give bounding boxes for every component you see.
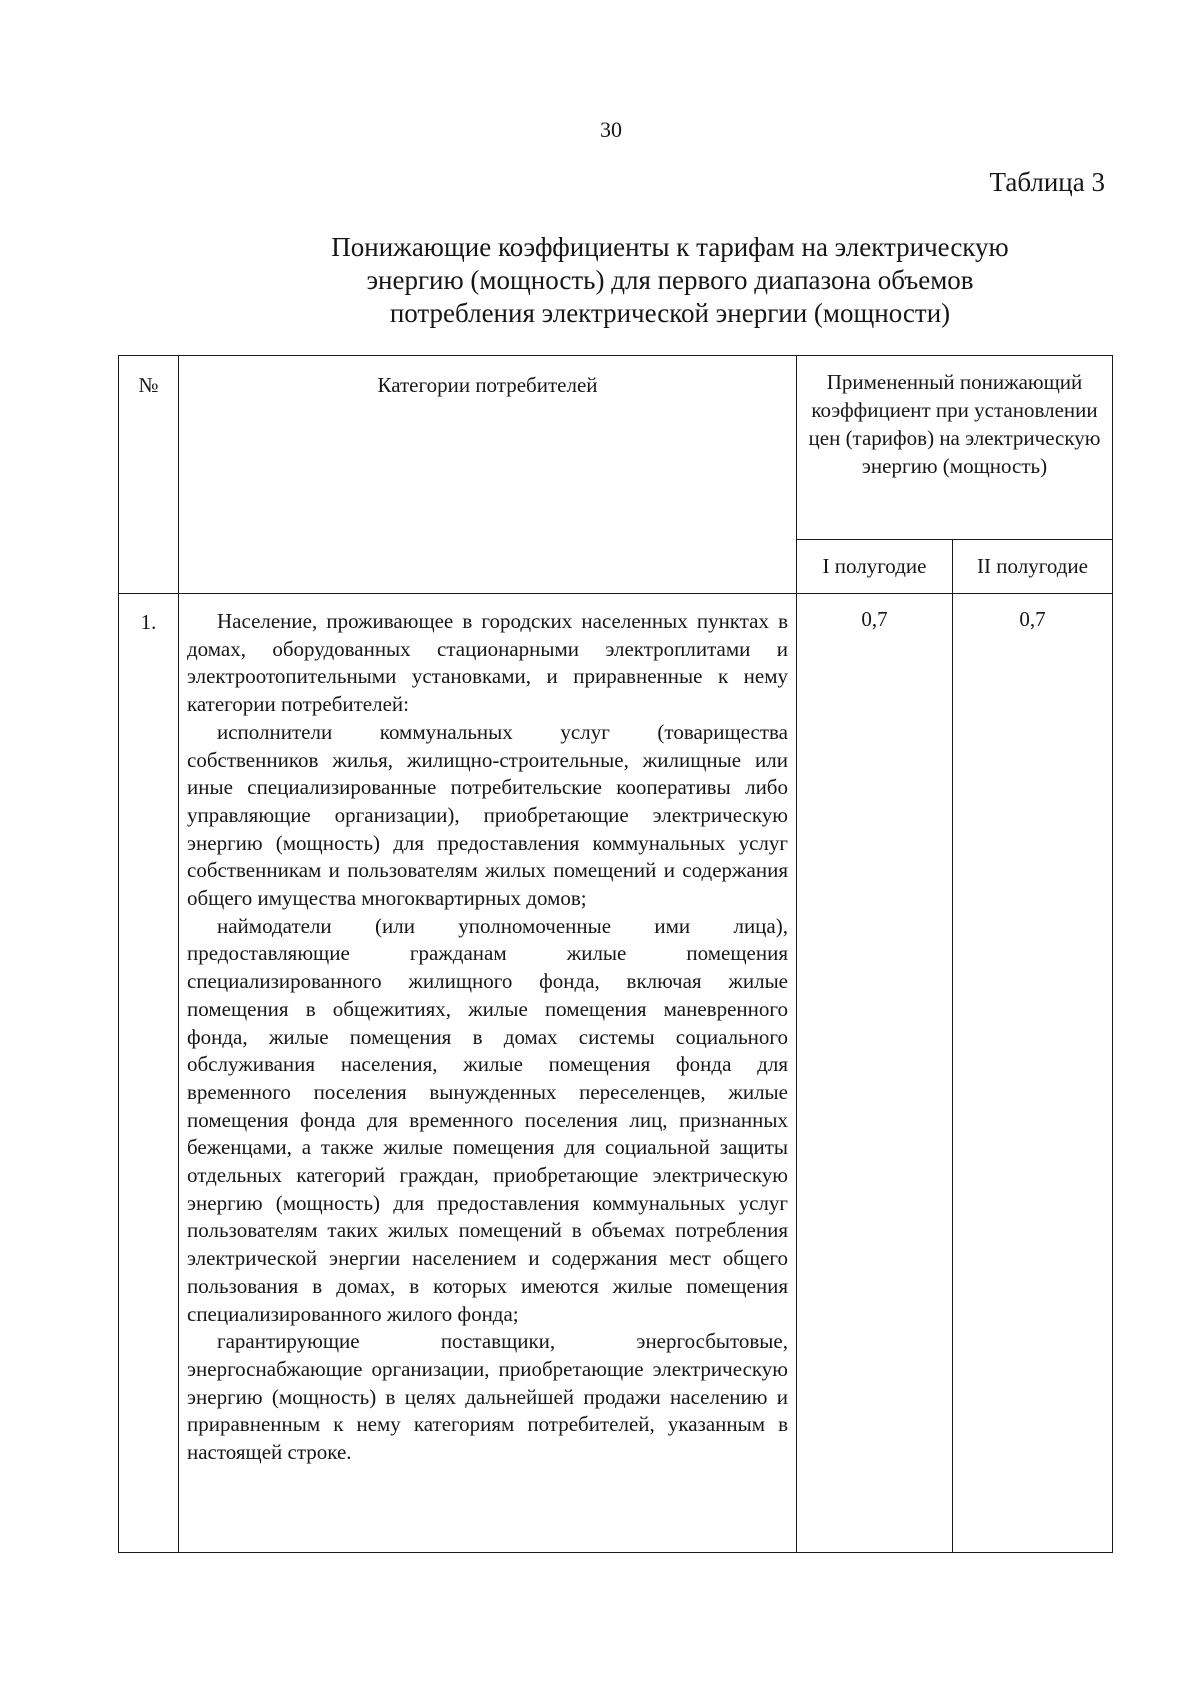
table-title-line: Понижающие коэффициенты к тарифам на электрическую — [331, 232, 1009, 262]
category-paragraph: гарантирующие поставщики, энергосбытовые, энергоснабжающие организации, приобретающие электрическую энергию (мощность) в целях дальнейшей продажи населению и приравненным к нему категориям потребителей, указанным в настоящей строке. — [187, 1329, 788, 1465]
header-half-year-1: I полугодие — [797, 539, 953, 593]
category-paragraph: наймодатели (или уполномоченные ими лица), предоставляющие гражданам жилые помещения специализированного жилищного фонда, включая жилые помещения в общежитиях, жилые помещения маневренного фонда, жилые помещения в домах системы социального обслуживания населения, жилые помещения фонда для временного поселения вынужденных переселенцев, жилые помещения фонда для временного поселения лиц, признанных беженцами, а также жилые помещения для социальной защиты отдельных категорий граждан, приобретающие электрическую энергию (мощность) для предоставления коммунальных услуг пользователям таких жилых помещений в объемах потребления электрической энергии населением и содержания мест общего пользования в домах, в которых имеются жилые помещения специализированного жилого фонда; — [187, 913, 788, 1326]
table-row — [119, 594, 1113, 1553]
table-title — [160, 231, 1180, 330]
table-title-line: потребления электрической энергии (мощности) — [389, 298, 951, 328]
table-header-row — [119, 356, 1113, 540]
table-title-line: энергию (мощность) для первого диапазона объемов — [366, 265, 974, 295]
table-label: Таблица 3 — [989, 167, 1105, 197]
page-number: 30 — [600, 117, 622, 142]
row-number: 1. — [119, 594, 179, 1553]
category-paragraph: исполнители коммунальных услуг (товарищества собственников жилья, жилищно-строительные, жилищные или иные специализированные потребительские кооперативы либо управляющие организации), приобретающие электрическую энергию (мощность) для предоставления коммунальных услуг собственникам и пользователям жилых помещений и содержания общего имущества многоквартирных домов; — [187, 719, 788, 911]
row-value-half-year-1: 0,7 — [797, 594, 953, 1553]
header-number: № — [119, 356, 179, 594]
header-coefficient: Примененный понижающий коэффициент при установлении цен (тарифов) на электрическую энергию (мощность) — [797, 356, 1113, 540]
header-category: Категории потребителей — [179, 356, 797, 594]
header-half-year-2: II полугодие — [953, 539, 1113, 593]
row-value-half-year-2: 0,7 — [953, 594, 1113, 1553]
row-category — [179, 594, 797, 1553]
coefficients-table — [118, 355, 1113, 1553]
category-paragraph: Население, проживающее в городских населенных пунктах в домах, оборудованных стационарными электроплитами и электроотопительными установками, и приравненные к нему категории потребителей: — [187, 609, 788, 717]
